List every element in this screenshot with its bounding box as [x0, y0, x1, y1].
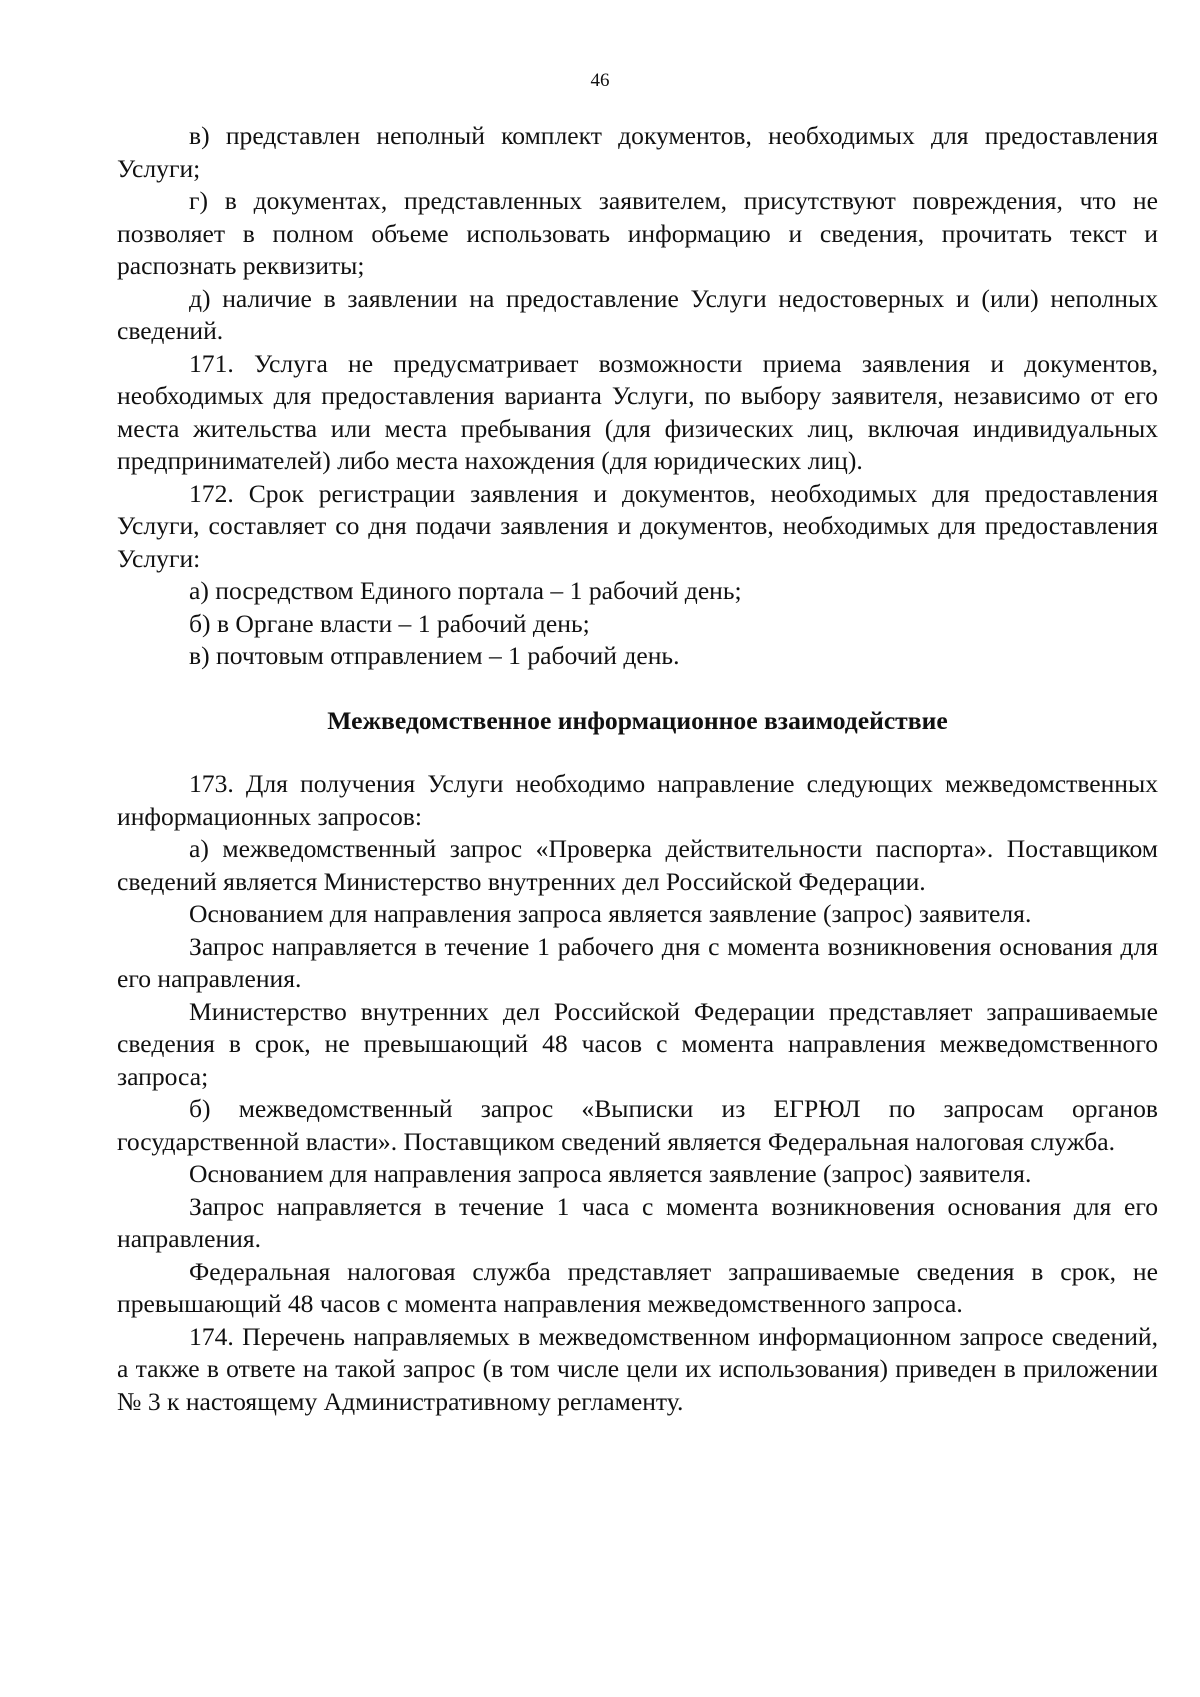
- paragraph-172-a: а) посредством Единого портала – 1 рабочий день;: [189, 576, 742, 605]
- paragraph-item-v: в) представлен неполный комплект документов, необходимых для предоставления Услуги;: [117, 121, 1158, 183]
- paragraph-171: 171. Услуга не предусматривает возможности приема заявления и документов, необходимых для предоставления варианта Услуги, по выбору заявителя, независимо от его места жительства или места пребывания (для физических лиц, включая индивидуальных предпринимателей) либо места нахождения (для юридических лиц).: [117, 348, 1158, 475]
- paragraph-173-b: б) межведомственный запрос «Выписки из ЕГРЮЛ по запросам органов государственной власти». Поставщиком сведений является Федеральная налоговая служба.: [117, 1094, 1158, 1156]
- paragraph-173-b-timing: Запрос направляется в течение 1 часа с момента возникновения основания для его направления.: [117, 1191, 1158, 1253]
- paragraph-172-b: б) в Органе власти – 1 рабочий день;: [189, 608, 590, 638]
- document-body: [117, 120, 1158, 1418]
- paragraph-173-a-timing: Запрос направляется в течение 1 рабочего дня с момента возникновения основания для его направления.: [117, 931, 1158, 993]
- paragraph-173-b-response: Федеральная налоговая служба представляет запрашиваемые сведения в срок, не превышающий 48 часов с момента направления межведомственного запроса.: [117, 1256, 1158, 1318]
- paragraph-174: 174. Перечень направляемых в межведомственном информационном запросе сведений, а также в ответе на такой запрос (в том числе цели их использования) приведен в приложении № 3 к настоящему Административному регламенту.: [117, 1321, 1158, 1416]
- section-heading: Межведомственное информационное взаимодействие: [327, 705, 948, 735]
- paragraph-item-g: г) в документах, представленных заявителем, присутствуют повреждения, что не позволяет в полном объеме использовать информацию и сведения, прочитать текст и распознать реквизиты;: [117, 186, 1158, 280]
- paragraph-173-a-basis: Основанием для направления запроса является заявление (запрос) заявителя.: [189, 899, 1032, 928]
- paragraph-172-v: в) почтовым отправлением – 1 рабочий день.: [189, 641, 680, 670]
- paragraph-173: 173. Для получения Услуги необходимо направление следующих межведомственных информационных запросов:: [117, 769, 1158, 831]
- paragraph-item-d: д) наличие в заявлении на предоставление Услуги недостоверных и (или) неполных сведений.: [117, 283, 1158, 345]
- page-number: 46: [590, 70, 610, 91]
- paragraph-173-a-response: Министерство внутренних дел Российской Федерации представляет запрашиваемые сведения в срок, не превышающий 48 часов с момента направления межведомственного запроса;: [117, 996, 1158, 1091]
- paragraph-172: 172. Срок регистрации заявления и документов, необходимых для предоставления Услуги, составляет со дня подачи заявления и документов, необходимых для предоставления Услуги:: [117, 478, 1158, 573]
- paragraph-173-b-basis: Основанием для направления запроса является заявление (запрос) заявителя.: [189, 1159, 1032, 1188]
- paragraph-173-a: а) межведомственный запрос «Проверка действительности паспорта». Поставщиком сведений является Министерство внутренних дел Российской Федерации.: [117, 834, 1158, 896]
